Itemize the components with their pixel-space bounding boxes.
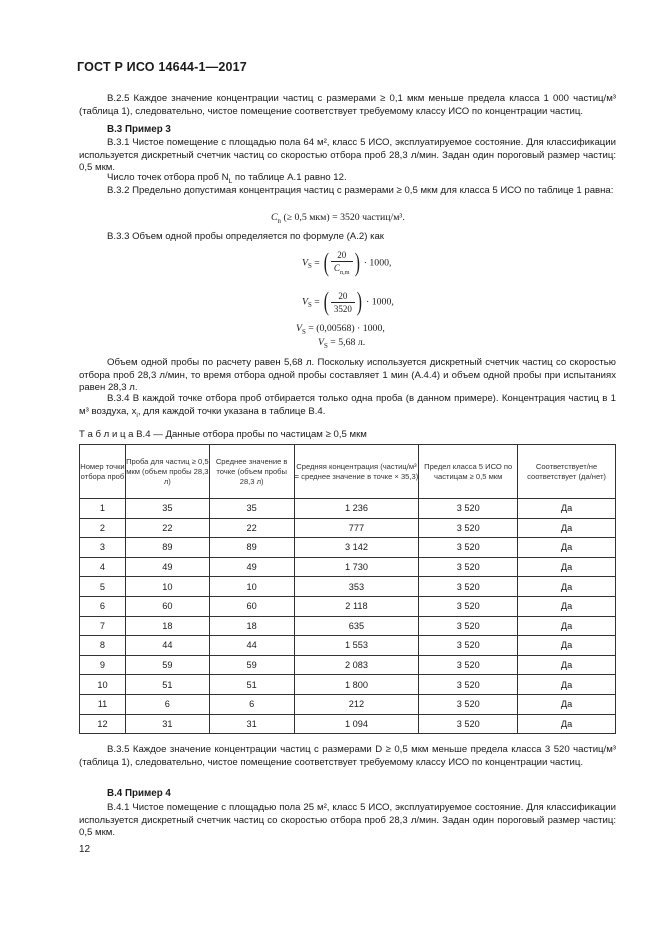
col-header-compliance: Соответствует/не соответствует (да/нет) [518,445,616,499]
table-header-row [80,445,616,499]
table-cell: 12 [80,714,126,734]
f2-lhs: V [302,296,308,308]
table-cell: 10 [125,577,209,597]
table-cell: 635 [294,616,419,636]
b34-text: В.3.4 В каждой точке отбора проб отбирается только одна проба (в данном примере). Концентрация частиц в 1 м³ воздуха, x [79,393,616,417]
formula-cn [271,212,405,225]
table-cell: 6 [125,694,209,714]
paragraph-b34 [79,393,616,422]
table-cell: 3 520 [419,655,518,675]
points-sub: L [228,177,233,185]
table-cell: 3 520 [419,577,518,597]
table-row [80,675,616,695]
table-cell: Да [518,499,616,519]
table-row [80,499,616,519]
paragraph-b33-text: Объем одной пробы по расчету равен 5,68 л. Поскольку используется дискретный счетчик частиц со скоростью отбора проб 28,3 л/мин, то время отбора одной пробы составляет 1 мин (А.4.4) и объем одной пробы при испытаниях равен 28,3 л. [79,357,616,393]
table-row [80,694,616,714]
table-cell: 777 [294,518,419,538]
table-cell: Да [518,518,616,538]
b34-tail: , для каждой точки указана в таблице В.4. [137,405,326,417]
table-cell: 3 [80,538,126,558]
table-cell: 89 [209,538,294,558]
table-cell: 3 520 [419,518,518,538]
table-cell: 35 [209,499,294,519]
table-row [80,714,616,734]
f3-rhs: = (0,00568) · 1000, [308,323,385,334]
table-row [80,655,616,675]
formula-cn-rhs: (≥ 0,5 мкм) = 3520 частиц/м³. [283,212,405,223]
points-tail: по таблице А.1 равно 12. [232,172,347,183]
table-cell: 3 520 [419,499,518,519]
table-cell: Да [518,636,616,656]
col-header-concentration: Средняя концентрация (частиц/м³ = среднее значение в точке × 35,3) [294,445,419,499]
formula-cn-sub: n [277,217,281,225]
table-cell: 11 [80,694,126,714]
table-cell: 7 [80,616,126,636]
table-cell: 4 [80,557,126,577]
table-cell: Да [518,675,616,695]
table-caption: Т а б л и ц а В.4 — Данные отбора пробы по частицам ≥ 0,5 мкм [79,429,367,440]
paragraph-b31: В.3.1 Чистое помещение с площадью пола 64 м², класс 5 ИСО, эксплуатируемое состояние. Для классификации используется дискретный счетчик частиц со скоростью отбора проб 28,3 л/мин. Задан один пороговый размер частиц: 0,5 мкм. [79,137,616,173]
table-cell: 35 [125,499,209,519]
f2-fraction [331,291,355,314]
table-cell: 1 [80,499,126,519]
table-cell: 2 118 [294,596,419,616]
f1-sub: S [307,263,312,271]
table-cell: 3 142 [294,538,419,558]
col-header-average: Среднее значение в точке (объем пробы 28,3 л) [209,445,294,499]
table-cell: Да [518,616,616,636]
table-cell: 49 [209,557,294,577]
f1-tail: · 1000, [363,257,392,269]
f4-lhs: V [318,337,324,348]
table-cell: 6 [80,596,126,616]
table-row [80,577,616,597]
formula-vs-1: $V_S$ = ( $\frac{20}{C_{n,m}}$ ) · 1000, [302,248,392,277]
b34-sub: i [136,411,138,419]
table-cell: 2 [80,518,126,538]
table-cell: 22 [125,518,209,538]
f1-den-c: C [333,263,340,274]
f3-sub: S [301,328,306,336]
paragraph-b25: В.2.5 Каждое значение концентрации частиц с размерами ≥ 0,1 мкм меньше предела класса 1 000 частиц/м³ (таблица 1), следовательно, чистое помещение соответствует требуемому классу ИСО по концентрации частиц. [79,93,616,117]
table-cell: 44 [125,636,209,656]
table-cell: 60 [209,596,294,616]
points-text: Число точек отбора проб N [107,172,229,183]
table-cell: 10 [80,675,126,695]
section-heading-b4: В.4 Пример 4 [107,788,171,799]
f2-close-paren: ) [356,287,362,316]
table-cell: Да [518,538,616,558]
paragraph-b33: В.3.3 Объем одной пробы определяется по формуле (А.2) как [107,231,385,242]
table-cell: Да [518,714,616,734]
table-row [80,557,616,577]
table-cell: 51 [125,675,209,695]
table-cell: 59 [209,655,294,675]
formula-vs-4 [318,337,365,350]
table-cell: 44 [209,636,294,656]
table-cell: Да [518,655,616,675]
table-cell: 1 553 [294,636,419,656]
formula-vs-3 [296,323,385,336]
table-cell: 89 [125,538,209,558]
table-row [80,616,616,636]
table-cell: 3 520 [419,636,518,656]
table-cell: Да [518,596,616,616]
table-cell: 49 [125,557,209,577]
paragraph-b35: В.3.5 Каждое значение концентрации частиц с размерами D ≥ 0,5 мкм меньше предела класса 3 520 частиц/м³ (таблица 1), следовательно, чистое помещение соответствует требуемому классу ИСО по концентрации частиц. [79,744,616,768]
table-cell: 6 [209,694,294,714]
table-cell: 1 094 [294,714,419,734]
formula-cn-lhs: C [271,212,278,223]
formula-vs-2: $V_S$ = ( $\frac{20}{3520}$ ) · 1000, [302,287,394,316]
table-row [80,636,616,656]
paragraph-b32: В.3.2 Предельно допустимая концентрация частиц с размерами ≥ 0,5 мкм для класса 5 ИСО по таблице 1 равна: [107,185,614,196]
f1-lhs: V [302,257,308,269]
table-cell: 1 800 [294,675,419,695]
table-cell: Да [518,577,616,597]
f2-tail: · 1000, [366,296,394,308]
table-cell: 212 [294,694,419,714]
col-header-sample: Проба для частиц ≥ 0,5 мкм (объем пробы 28,3 л) [125,445,209,499]
section-heading-b3: В.3 Пример 3 [107,124,171,135]
table-cell: 60 [125,596,209,616]
table-cell: 3 520 [419,557,518,577]
table-cell: 1 236 [294,499,419,519]
f2-num: 20 [331,291,355,303]
table-cell: 353 [294,577,419,597]
col-header-limit: Предел класса 5 ИСО по частицам ≥ 0,5 мкм [419,445,518,499]
table-cell: 2 083 [294,655,419,675]
table-cell: 3 520 [419,616,518,636]
f4-rhs: = 5,68 л. [330,337,366,348]
table-cell: 59 [125,655,209,675]
table-cell: 1 730 [294,557,419,577]
table-cell: 3 520 [419,675,518,695]
table-cell: 31 [125,714,209,734]
table-cell: 51 [209,675,294,695]
table-cell: 3 520 [419,694,518,714]
table-cell: 8 [80,636,126,656]
table-cell: Да [518,557,616,577]
table-cell: 18 [125,616,209,636]
table-row [80,538,616,558]
table-cell: 31 [209,714,294,734]
data-table [79,444,616,734]
document-header: ГОСТ Р ИСО 14644-1—2017 [77,60,247,74]
f2-sub: S [307,302,312,310]
table-cell: 5 [80,577,126,597]
f1-den [331,262,353,276]
table-cell: 3 520 [419,714,518,734]
col-header-point: Номер точки отбора проб [80,445,126,499]
f1-num: 20 [331,250,353,262]
table-row [80,518,616,538]
f2-den: 3520 [333,303,352,314]
table-cell: 18 [209,616,294,636]
paragraph-b41: В.4.1 Чистое помещение с площадью пола 25 м², класс 5 ИСО, эксплуатируемое состояние. Для классификации используется дискретный счетчик частиц со скоростью отбора проб 28,3 л/мин. Задан один пороговый размер частиц: 0,5 мкм. [79,802,616,838]
f1-open-paren: ( [323,248,330,277]
f2-open-paren: ( [323,287,330,316]
f1-close-paren: ) [354,248,360,277]
page-number: 12 [79,844,91,855]
table-cell: Да [518,694,616,714]
f3-lhs: V [296,323,302,334]
table-cell: 10 [209,577,294,597]
table-cell: 9 [80,655,126,675]
table-cell: 3 520 [419,538,518,558]
table-cell: 22 [209,518,294,538]
table-row [80,596,616,616]
f1-den-sub: n,m [339,268,350,276]
f4-sub: S [323,342,328,350]
f1-fraction [331,250,353,276]
table-cell: 3 520 [419,596,518,616]
